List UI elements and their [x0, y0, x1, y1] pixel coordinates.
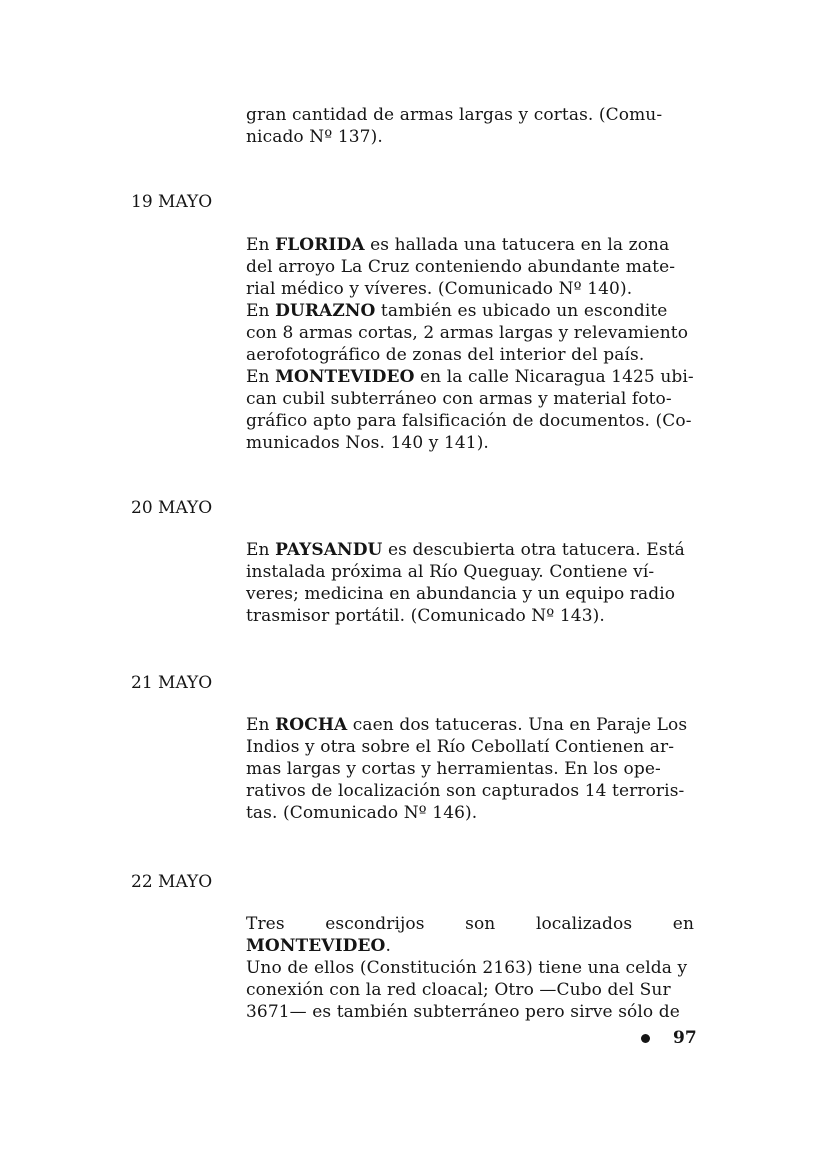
place-name: MONTEVIDEO	[275, 367, 415, 387]
line: En MONTEVIDEO en la calle Nicaragua 1425 ubi-	[246, 367, 694, 387]
date-heading-21-mayo: 21 MAYO	[131, 673, 213, 693]
line: En ROCHA caen dos tatuceras. Una en Paraje Los	[246, 715, 688, 735]
line: gran cantidad de armas largas y cortas. (Comu-	[246, 105, 663, 125]
paragraph-22-mayo	[246, 913, 694, 1023]
bullet-icon	[641, 1034, 650, 1043]
line: gráfico apto para falsificación de documentos. (Co-	[246, 411, 692, 431]
line: Uno de ellos (Constitución 2163) tiene una celda y	[246, 958, 688, 978]
paragraph-20-mayo	[246, 539, 694, 627]
line: instalada próxima al Río Queguay. Contiene ví-	[246, 562, 655, 582]
paragraph-19-mayo	[246, 234, 694, 454]
line: can cubil subterráneo con armas y material foto-	[246, 389, 672, 409]
line: tas. (Comunicado Nº 146).	[246, 803, 478, 823]
line: nicado Nº 137).	[246, 127, 383, 147]
place-name: FLORIDA	[275, 235, 365, 255]
paragraph-21-mayo	[246, 714, 694, 824]
line: En FLORIDA es hallada una tatucera en la zona	[246, 235, 670, 255]
line: rial médico y víveres. (Comunicado Nº 140).	[246, 279, 633, 299]
line: municados Nos. 140 y 141).	[246, 433, 489, 453]
line: mas largas y cortas y herramientas. En los ope-	[246, 759, 661, 779]
line: aerofotográfico de zonas del interior del país.	[246, 345, 645, 365]
line: conexión con la red cloacal; Otro —Cubo del Sur	[246, 980, 671, 1000]
place-name: PAYSANDU	[275, 540, 383, 560]
line: Tres escondrijos son localizados en MONTEVIDEO.	[246, 914, 694, 956]
line: Indios y otra sobre el Río Cebollatí Contienen ar-	[246, 737, 675, 757]
date-heading-20-mayo: 20 MAYO	[131, 498, 213, 518]
line: En PAYSANDU es descubierta otra tatucera. Está	[246, 540, 685, 560]
line: 3671— es también subterráneo pero sirve sólo de	[246, 1002, 680, 1022]
line: rativos de localización son capturados 14 terroris-	[246, 781, 685, 801]
place-name: MONTEVIDEO	[246, 936, 386, 956]
line: En DURAZNO también es ubicado un escondite	[246, 301, 668, 321]
page-number: 97	[673, 1028, 697, 1048]
line: trasmisor portátil. (Comunicado Nº 143).	[246, 606, 605, 626]
date-heading-22-mayo: 22 MAYO	[131, 872, 213, 892]
line: veres; medicina en abundancia y un equipo radio	[246, 584, 676, 604]
place-name: ROCHA	[275, 715, 348, 735]
paragraph-continuation	[246, 104, 694, 148]
page-footer	[641, 1027, 697, 1049]
place-name: DURAZNO	[275, 301, 376, 321]
date-heading-19-mayo: 19 MAYO	[131, 192, 213, 212]
line: con 8 armas cortas, 2 armas largas y relevamiento	[246, 323, 689, 343]
line: del arroyo La Cruz conteniendo abundante mate-	[246, 257, 676, 277]
